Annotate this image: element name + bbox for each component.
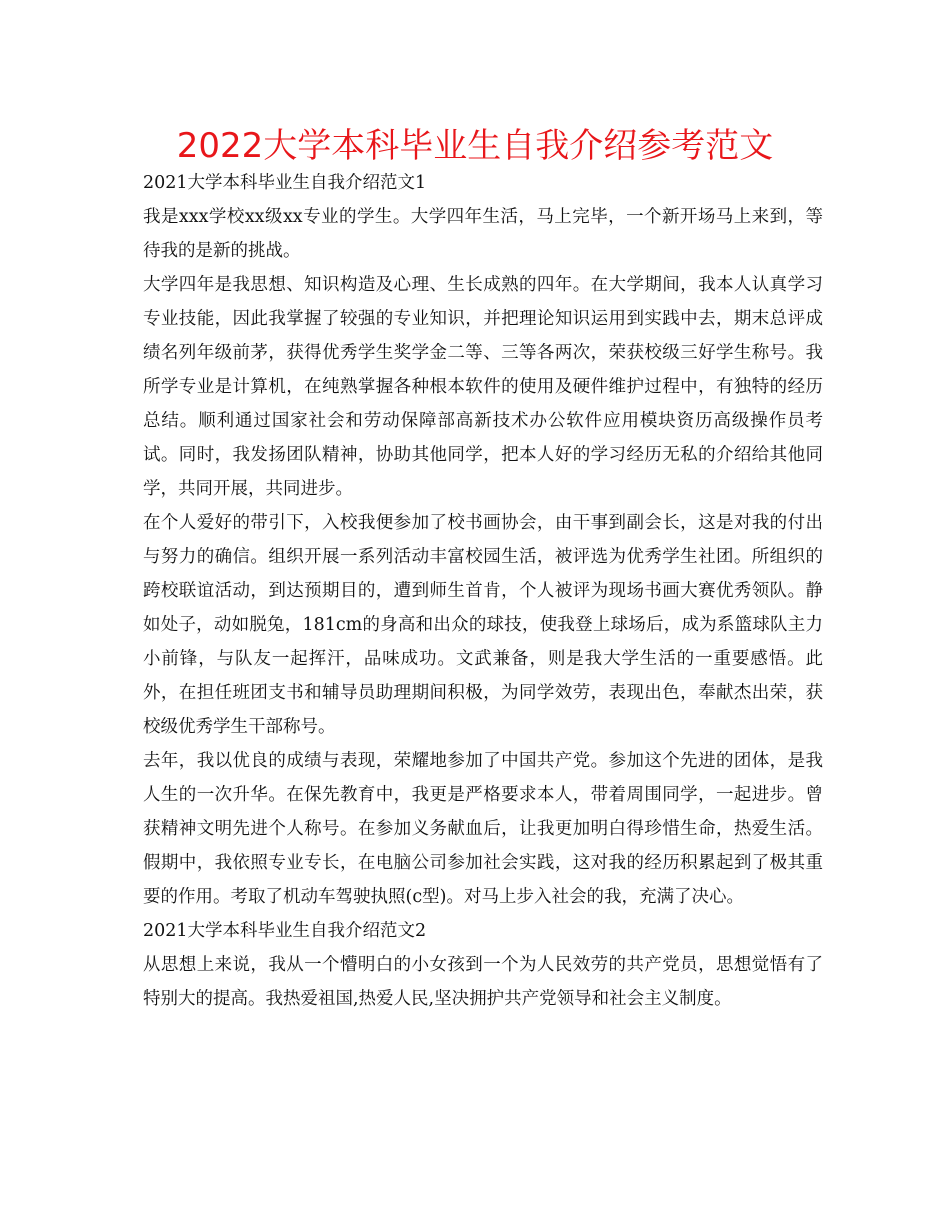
- paragraph: 去年，我以优良的成绩与表现，荣耀地参加了中国共产党。参加这个先进的团体，是我人生的一次升华。在保先教育中，我更是严格要求本人，带着周围同学，一起进步。曾获精神文明先进个人称号。在参加义务献血后，让我更加明白得珍惜生命，热爱生活。假期中，我依照专业专长，在电脑公司参加社会实践，这对我的经历积累起到了极其重要的作用。考取了机动车驾驶执照(c型)。对马上步入社会的我，充满了决心。: [143, 751, 823, 907]
- section-heading-2: 2021大学本科毕业生自我介绍范文2: [143, 921, 427, 941]
- paragraph: 从思想上来说，我从一个懵明白的小女孩到一个为人民效劳的共产党员，思想觉悟有了特别大的提高。我热爱祖国,热爱人民,坚决拥护共产党领导和社会主义制度。: [143, 955, 823, 1009]
- paragraph: 在个人爱好的带引下，入校我便参加了校书画协会，由干事到副会长，这是对我的付出与努力的确信。组织开展一系列活动丰富校园生活，被评选为优秀学生社团。所组织的跨校联谊活动，到达预期目的，遭到师生首肯，个人被评为现场书画大赛优秀领队。静如处子，动如脱兔，181cm的身高和出众的球技，使我登上球场后，成为系篮球队主力小前锋，与队友一起挥汗，品味成功。文武兼备，则是我大学生活的一重要感悟。此外，在担任班团支书和辅导员助理期间积极，为同学效劳，表现出色，奉献杰出荣，获校级优秀学生干部称号。: [143, 513, 823, 737]
- document-body: [143, 166, 823, 1016]
- document-title: 2022大学本科毕业生自我介绍参考范文: [176, 126, 774, 166]
- section-heading-1: 2021大学本科毕业生自我介绍范文1: [143, 173, 427, 193]
- paragraph: 我是xxx学校xx级xx专业的学生。大学四年生活，马上完毕，一个新开场马上来到，等待我的是新的挑战。: [143, 207, 823, 261]
- paragraph: 大学四年是我思想、知识构造及心理、生长成熟的四年。在大学期间，我本人认真学习专业技能，因此我掌握了较强的专业知识，并把理论知识运用到实践中去，期末总评成绩名列年级前茅，获得优秀学生奖学金二等、三等各两次，荣获校级三好学生称号。我所学专业是计算机，在纯熟掌握各种根本软件的使用及硬件维护过程中，有独特的经历总结。顺利通过国家社会和劳动保障部高新技术办公软件应用模块资历高级操作员考试。同时，我发扬团队精神，协助其他同学，把本人好的学习经历无私的介绍给其他同学，共同开展，共同进步。: [143, 275, 823, 499]
